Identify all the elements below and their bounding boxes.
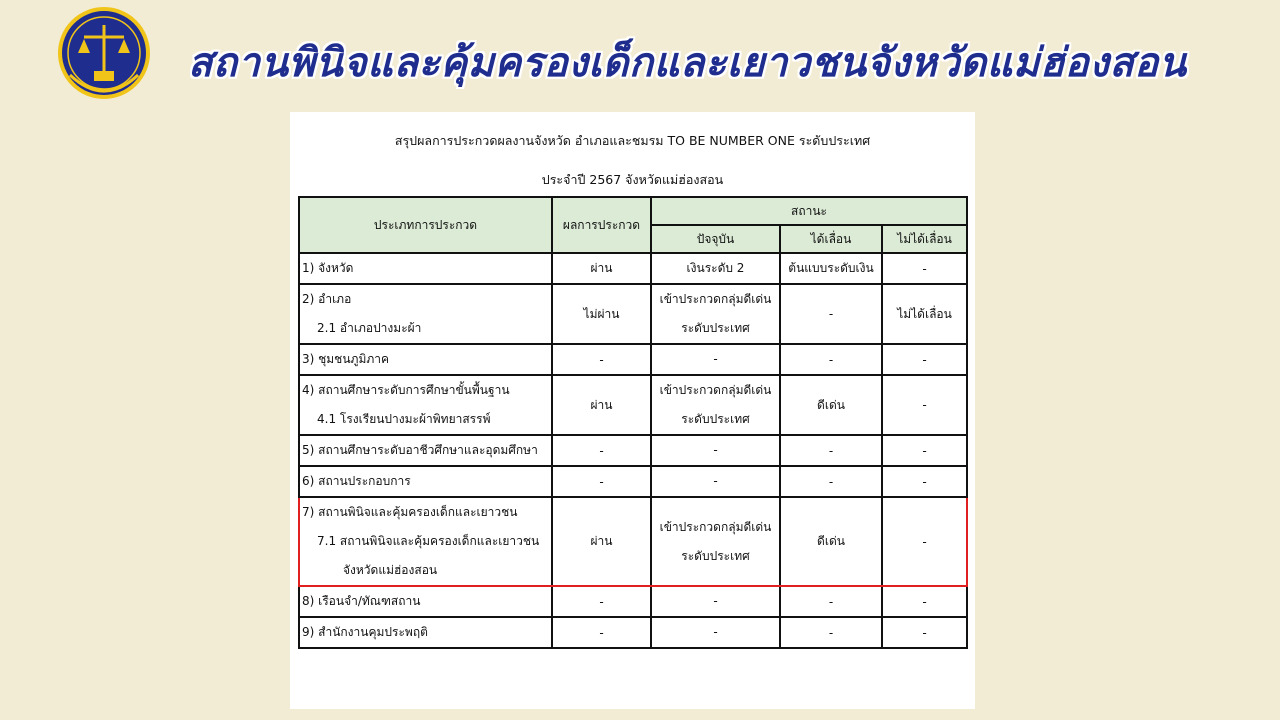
table-row xyxy=(299,586,967,617)
current-status-line: เงินระดับ 2 xyxy=(686,261,745,275)
header-promoted: ได้เลื่อน xyxy=(780,225,882,253)
current-status-line: - xyxy=(713,625,718,639)
current-status-cell xyxy=(651,435,780,466)
promoted-cell: ดีเด่น xyxy=(780,497,882,586)
current-status-cell xyxy=(651,284,780,344)
table-row xyxy=(299,617,967,648)
result-cell: - xyxy=(552,466,651,497)
result-cell: - xyxy=(552,617,651,648)
category-cell xyxy=(299,284,552,344)
not-promoted-cell: - xyxy=(882,617,967,648)
promoted-cell: - xyxy=(780,466,882,497)
result-cell: - xyxy=(552,586,651,617)
header-category: ประเภทการประกวด xyxy=(299,197,552,253)
promoted-cell: - xyxy=(780,586,882,617)
category-line: 2) อำเภอ xyxy=(302,292,352,306)
category-line: 3) ชุมชนภูมิภาค xyxy=(302,352,390,366)
current-status-cell xyxy=(651,344,780,375)
table-row xyxy=(299,253,967,284)
results-table-body xyxy=(299,253,967,648)
category-cell xyxy=(299,466,552,497)
category-line: 8) เรือนจำ/ทัณฑสถาน xyxy=(302,594,421,608)
table-row xyxy=(299,344,967,375)
results-table xyxy=(298,196,968,649)
not-promoted-cell: ไม่ได้เลื่อน xyxy=(882,284,967,344)
results-document xyxy=(290,112,975,709)
current-status-cell xyxy=(651,617,780,648)
table-row xyxy=(299,466,967,497)
current-status-line: เข้าประกวดกลุ่มดีเด่น xyxy=(659,292,772,306)
header-not-promoted: ไม่ได้เลื่อน xyxy=(882,225,967,253)
promoted-cell: - xyxy=(780,344,882,375)
current-status-cell xyxy=(651,497,780,586)
table-row xyxy=(299,435,967,466)
promoted-cell: - xyxy=(780,435,882,466)
result-cell: ผ่าน xyxy=(552,375,651,435)
current-status-line: - xyxy=(713,443,718,457)
category-line: 7) สถานพินิจและคุ้มครองเด็กและเยาวชน xyxy=(302,505,518,519)
current-status-line: ระดับประเทศ xyxy=(681,412,750,426)
category-cell xyxy=(299,617,552,648)
category-cell xyxy=(299,586,552,617)
promoted-cell: ดีเด่น xyxy=(780,375,882,435)
category-line: 1) จังหวัด xyxy=(302,261,354,275)
category-line: 2.1 อำเภอปางมะผ้า xyxy=(317,321,422,335)
category-line: 5) สถานศึกษาระดับอาชีวศึกษาและอุดมศึกษา xyxy=(302,443,538,457)
current-status-cell xyxy=(651,586,780,617)
current-status-cell xyxy=(651,375,780,435)
category-cell xyxy=(299,253,552,284)
header-current: ปัจจุบัน xyxy=(651,225,780,253)
current-status-line: - xyxy=(713,352,718,366)
table-row xyxy=(299,375,967,435)
not-promoted-cell: - xyxy=(882,435,967,466)
table-row xyxy=(299,497,967,586)
category-line: 4) สถานศึกษาระดับการศึกษาขั้นพื้นฐาน xyxy=(302,383,510,397)
category-cell xyxy=(299,375,552,435)
not-promoted-cell: - xyxy=(882,375,967,435)
promoted-cell: - xyxy=(780,284,882,344)
category-cell xyxy=(299,497,552,586)
result-cell: ผ่าน xyxy=(552,253,651,284)
category-line: 6) สถานประกอบการ xyxy=(302,474,411,488)
header-status: สถานะ xyxy=(651,197,967,225)
category-line: 9) สำนักงานคุมประพฤติ xyxy=(302,625,428,639)
category-line: 7.1 สถานพินิจและคุ้มครองเด็กและเยาวชน xyxy=(317,534,540,548)
not-promoted-cell: - xyxy=(882,344,967,375)
current-status-line: ระดับประเทศ xyxy=(681,321,750,335)
category-cell xyxy=(299,435,552,466)
category-line: จังหวัดแม่ฮ่องสอน xyxy=(343,563,438,577)
current-status-line: - xyxy=(713,474,718,488)
current-status-line: - xyxy=(713,594,718,608)
current-status-line: เข้าประกวดกลุ่มดีเด่น xyxy=(659,519,772,534)
scales-of-justice-emblem xyxy=(56,5,166,115)
not-promoted-cell: - xyxy=(882,253,967,284)
current-status-line: เข้าประกวดกลุ่มดีเด่น xyxy=(659,383,772,397)
header-result: ผลการประกวด xyxy=(552,197,651,253)
category-line: 4.1 โรงเรียนปางมะผ้าพิทยาสรรพ์ xyxy=(317,412,491,426)
agency-logo xyxy=(56,5,166,115)
result-cell: - xyxy=(552,344,651,375)
promoted-cell: ต้นแบบระดับเงิน xyxy=(780,253,882,284)
document-subtitle: ประจำปี 2567 จังหวัดแม่ฮ่องสอน xyxy=(541,172,724,187)
result-cell: ผ่าน xyxy=(552,497,651,586)
not-promoted-cell: - xyxy=(882,497,967,586)
document-title: สรุปผลการประกวดผลงานจังหวัด อำเภอและชมรม TO BE NUMBER ONE ระดับประเทศ xyxy=(394,133,871,148)
category-cell xyxy=(299,344,552,375)
page-title: สถานพินิจและคุ้มครองเด็กและเยาวชนจังหวัดแม่ฮ่องสอน xyxy=(188,40,1187,86)
result-cell: - xyxy=(552,435,651,466)
not-promoted-cell: - xyxy=(882,466,967,497)
not-promoted-cell: - xyxy=(882,586,967,617)
table-row xyxy=(299,284,967,344)
current-status-cell xyxy=(651,466,780,497)
promoted-cell: - xyxy=(780,617,882,648)
current-status-line: ระดับประเทศ xyxy=(681,548,750,563)
current-status-cell xyxy=(651,253,780,284)
result-cell: ไม่ผ่าน xyxy=(552,284,651,344)
